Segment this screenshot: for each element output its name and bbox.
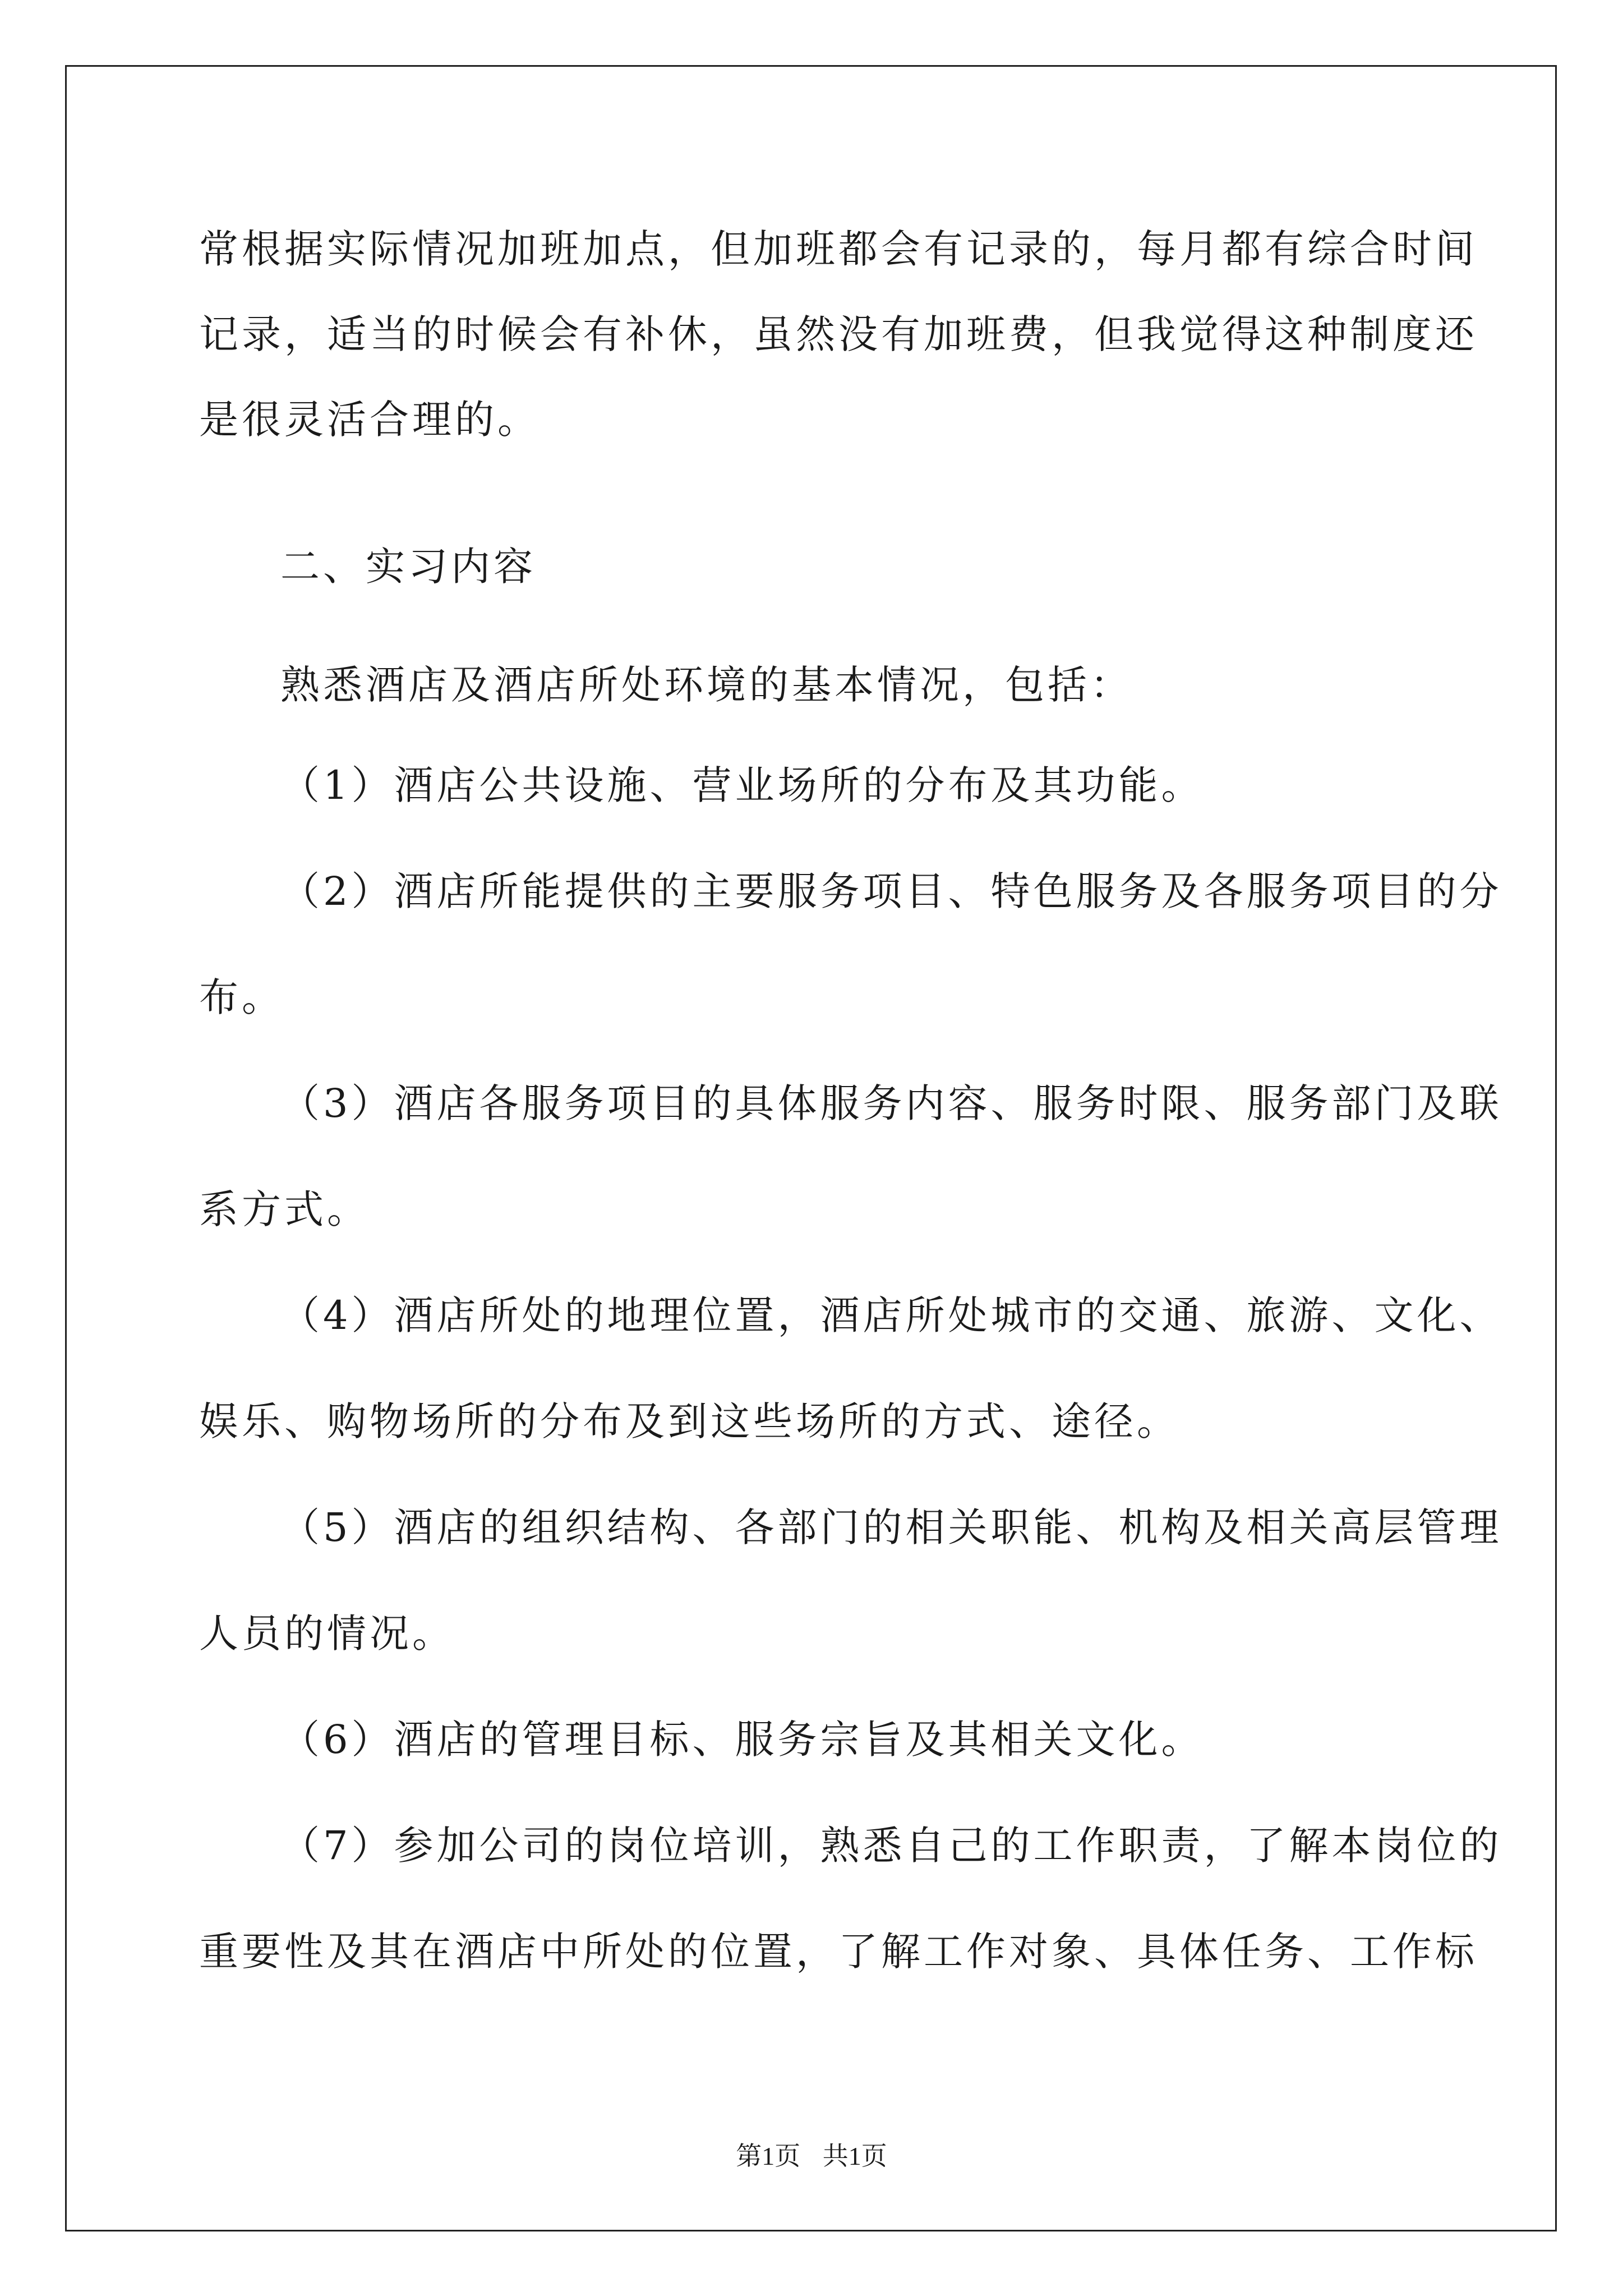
list-item-6: （6）酒店的管理目标、服务宗旨及其相关文化。: [280, 1717, 1204, 1763]
section-heading: 二、实习内容: [280, 544, 536, 590]
list-item-5-line-1: （5）酒店的组织结构、各部门的相关职能、机构及相关高层管理: [280, 1504, 1502, 1550]
page-footer: [0, 2139, 1623, 2173]
list-item-2-line-2: 布。: [199, 974, 284, 1020]
body-line-3: 是很灵活合理的。: [199, 397, 540, 443]
body-line-2: 记录，适当的时候会有补休，虽然没有加班费，但我觉得这种制度还: [199, 311, 1478, 357]
page-number: 第1页: [736, 2142, 801, 2170]
list-item-7-line-2: 重要性及其在酒店中所处的位置，了解工作对象、具体任务、工作标: [199, 1929, 1478, 1975]
page-border: [65, 65, 1557, 2231]
list-item-5-line-2: 人员的情况。: [199, 1611, 455, 1657]
list-item-2-line-1: （2）酒店所能提供的主要服务项目、特色服务及各服务项目的分: [280, 868, 1502, 914]
list-item-3-line-1: （3）酒店各服务项目的具体服务内容、服务时限、服务部门及联: [280, 1080, 1502, 1126]
list-item-1: （1）酒店公共设施、营业场所的分布及其功能。: [280, 762, 1204, 808]
list-item-3-line-2: 系方式。: [199, 1186, 370, 1232]
body-line-1: 常根据实际情况加班加点，但加班都会有记录的，每月都有综合时间: [199, 226, 1478, 272]
page-total: 共1页: [822, 2142, 887, 2170]
list-item-7-line-1: （7）参加公司的岗位培训，熟悉自己的工作职责，了解本岗位的: [280, 1823, 1502, 1869]
list-item-4-line-1: （4）酒店所处的地理位置，酒店所处城市的交通、旅游、文化、: [280, 1292, 1502, 1338]
list-item-4-line-2: 娱乐、购物场所的分布及到这些场所的方式、途径。: [199, 1398, 1179, 1444]
body-line-5: 熟悉酒店及酒店所处环境的基本情况，包括：: [280, 662, 1133, 708]
